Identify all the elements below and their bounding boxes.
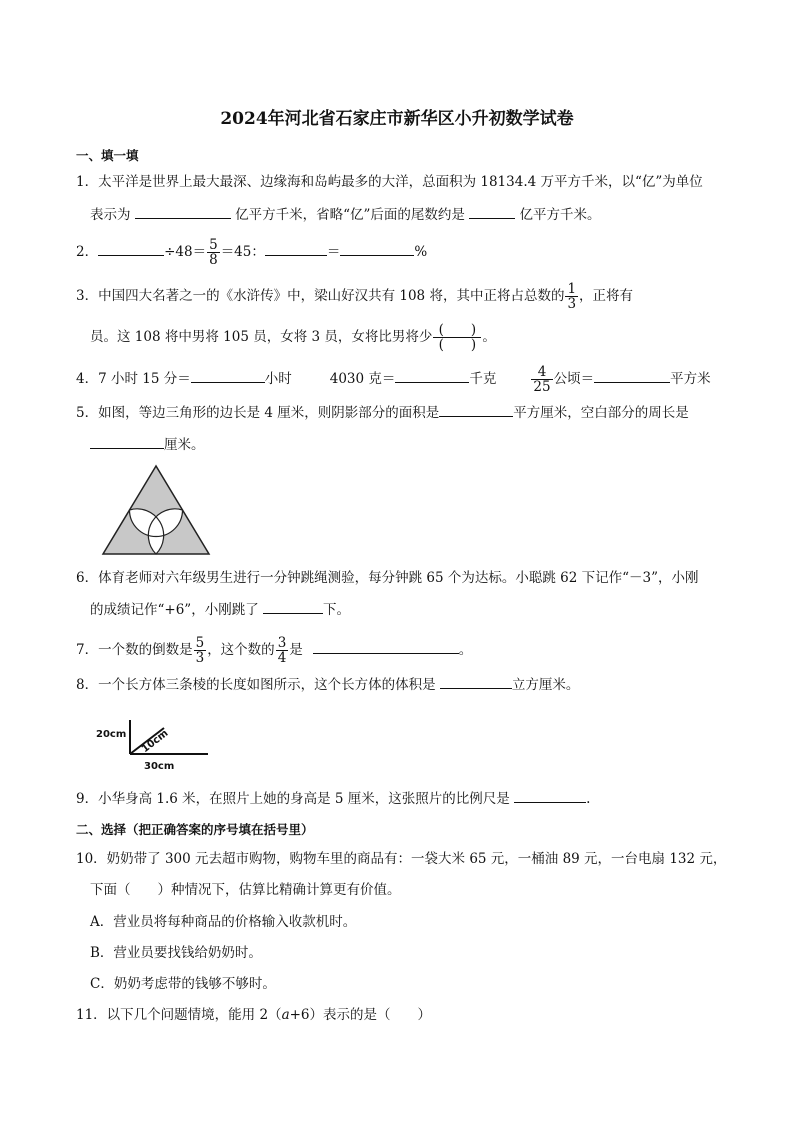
option-a[interactable]: A．营业员将每种商品的价格输入收款机时。 <box>90 914 357 930</box>
page-title: 2024年河北省石家庄市新华区小升初数学试卷 <box>220 109 574 129</box>
fraction: $\frac{4}{25}$ <box>533 364 551 395</box>
option-b[interactable]: B．营业员要找钱给奶奶时。 <box>90 945 262 961</box>
answer-blank[interactable] <box>395 368 469 383</box>
answer-blank[interactable] <box>135 204 231 219</box>
fraction-blank[interactable]: $\frac{( )}{( )}$ <box>433 323 481 352</box>
question-1-line-1: 1．太平洋是世界上最大最深、边缘海和岛屿最多的大洋，总面积为 18134.4 万平方千米，以“亿”为单位 <box>76 174 703 190</box>
cuboid-edges-figure <box>90 716 220 778</box>
answer-blank[interactable] <box>439 402 513 417</box>
question-11: 11．以下几个问题情境，能用 2（a+6）表示的是（ ） <box>76 1007 432 1023</box>
answer-blank[interactable] <box>191 368 265 383</box>
answer-blank[interactable] <box>469 204 515 219</box>
question-1-line-2: 表示为 亿平方千米，省略“亿”后面的尾数约是 亿平方千米。 <box>90 204 601 225</box>
answer-blank[interactable] <box>340 241 414 256</box>
question-7: 7．一个数的倒数是 $\frac{5}{3}$ ，这个数的 $\frac{3}{4}$ 是 。 <box>76 635 473 666</box>
question-10-line-1: 10．奶奶带了 300 元去超市购物，购物车里的商品有：一袋大米 65 元，一桶油 89 元，一台电扇 132 元， <box>76 851 727 867</box>
section-heading-2: 二、选择（把正确答案的序号填在括号里） <box>76 822 314 837</box>
answer-blank[interactable] <box>263 599 323 614</box>
answer-blank[interactable] <box>265 241 327 256</box>
question-5-line-2: 厘米。 <box>90 434 205 455</box>
question-6-line-1: 6．体育老师对六年级男生进行一分钟跳绳测验，每分钟跳 65 个为达标。小聪跳 62 下记作“－3”，小刚 <box>76 570 699 586</box>
answer-blank[interactable] <box>98 241 164 256</box>
section-heading-1: 一、填一填 <box>76 148 139 163</box>
fraction: $\frac{5}{8}$ <box>209 237 218 268</box>
question-4: 4．7 小时 15 分＝ 小时 4030 克＝ 千克 $\frac{4}{25}$ 公顷＝ 平方米 <box>76 364 711 395</box>
question-5-line-1: 5．如图，等边三角形的边长是 4 厘米，则阴影部分的面积是 平方厘米，空白部分的周长是 <box>76 402 689 423</box>
option-c[interactable]: C．奶奶考虑带的钱够不够时。 <box>90 976 276 992</box>
triangle-figure <box>99 462 213 558</box>
answer-blank[interactable] <box>90 434 164 449</box>
question-10-line-2: 下面（ ）种情况下，估算比精确计算更有价值。 <box>90 882 401 898</box>
length-label: 30cm <box>144 761 175 772</box>
fraction: $\frac{5}{3}$ <box>195 635 205 666</box>
answer-blank[interactable] <box>440 674 512 689</box>
fraction: $\frac{1}{3}$ <box>567 281 577 312</box>
answer-blank[interactable] <box>514 788 586 803</box>
answer-blank[interactable] <box>313 639 459 654</box>
answer-blank[interactable] <box>594 368 670 383</box>
question-3-line-1: 3．中国四大名著之一的《水浒传》中，梁山好汉共有 108 将，其中正将占总数的 $\frac{1}{3}$ ，正将有 <box>76 281 634 312</box>
question-6-line-2: 的成绩记作“+6”，小刚跳了 下。 <box>90 599 350 620</box>
question-9: 9．小华身高 1.6 米，在照片上她的身高是 5 厘米，这张照片的比例尺是 . <box>76 788 590 809</box>
question-8: 8．一个长方体三条棱的长度如图所示，这个长方体的体积是 立方厘米。 <box>76 674 579 695</box>
height-label: 20cm <box>96 729 127 740</box>
fraction: $\frac{3}{4}$ <box>277 635 287 666</box>
question-2: 2． ÷48＝ $\frac{5}{8}$ ＝45： ＝ % <box>76 237 428 268</box>
question-3-line-2: 员。这 108 将中男将 105 员，女将 3 员，女将比男将少 $\frac{( )}{( )}$ 。 <box>90 322 496 353</box>
width-label: 10cm <box>139 727 171 756</box>
